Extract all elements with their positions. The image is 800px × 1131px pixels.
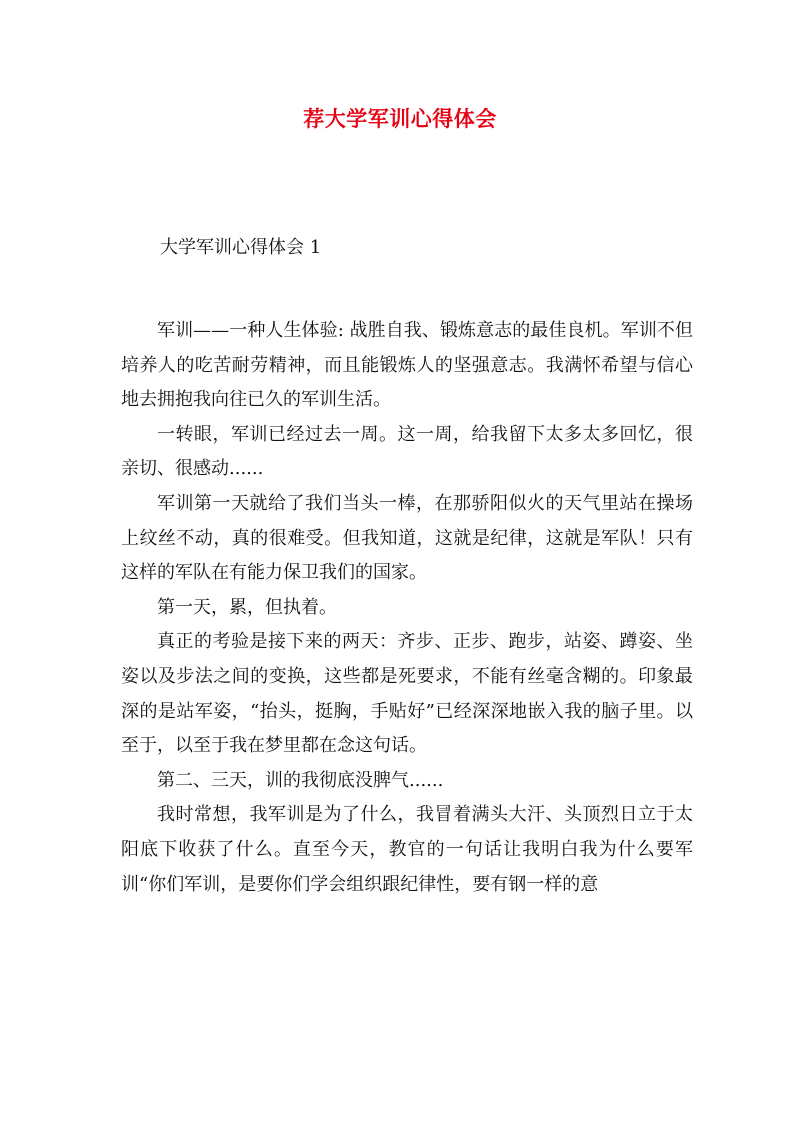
body-text — [121, 314, 693, 902]
paragraph: 一转眼，军训已经过去一周。这一周，给我留下太多太多回忆，很亲切、很感动...... — [121, 423, 693, 480]
document-title: 荐大学军训心得体会 — [303, 106, 497, 131]
paragraph: 真正的考验是接下来的两天：齐步、正步、跑步，站姿、蹲姿、坐姿以及步法之间的变换，这些都是死要求，不能有丝毫含糊的。印象最深的是站军姿，“抬头，挺胸，手贴好”已经深深地嵌入我的脑子里。以至于，以至于我在梦里都在念这句话。 — [121, 631, 693, 757]
paragraph: 第二、三天，训的我彻底没脾气...... — [157, 769, 444, 791]
paragraph: 军训——一种人生体验: 战胜自我、锻炼意志的最佳良机。军训不但培养人的吃苦耐劳精神，而且能锻炼人的坚强意志。我满怀希望与信心地去拥抱我向往已久的军训生活。 — [121, 320, 693, 411]
paragraph: 军训第一天就给了我们当头一棒，在那骄阳似火的天气里站在操场上纹丝不动，真的很难受。但我知道，这就是纪律，这就是军队！只有这样的军队在有能力保卫我们的国家。 — [121, 492, 693, 584]
paragraph: 我时常想，我军训是为了什么，我冒着满头大汗、头顶烈日立于太阳底下收获了什么。直至今天，教官的一句话让我明白我为什么要军训“你们军训，是要你们学会组织跟纪律性，要有钢一样的意 — [121, 804, 693, 895]
section-heading: 大学军训心得体会 1 — [160, 237, 322, 258]
paragraph: 第一天，累，但执着。 — [157, 596, 337, 618]
